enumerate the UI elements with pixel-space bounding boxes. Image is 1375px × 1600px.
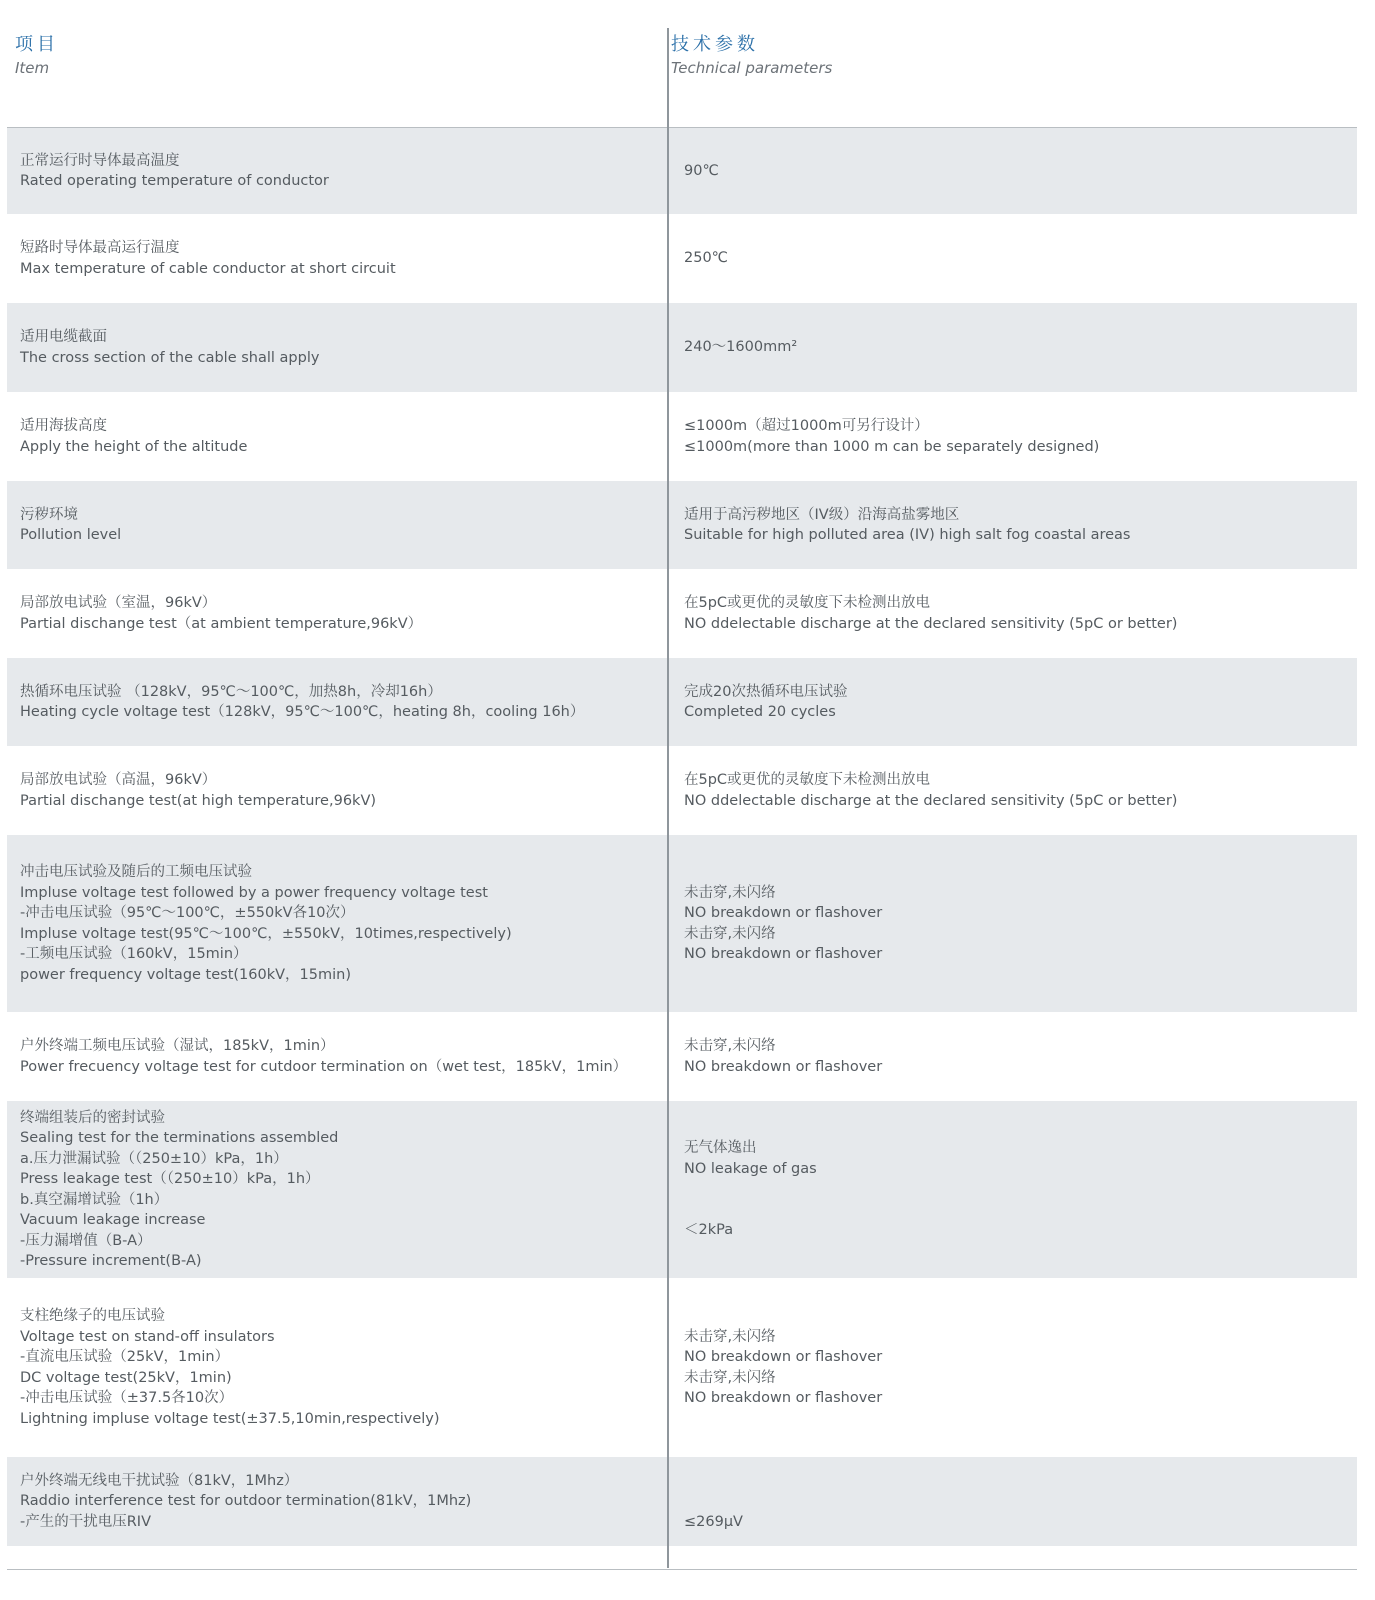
item-cell xyxy=(20,658,650,746)
item-cell xyxy=(20,303,650,392)
item-text-line: Heating cycle voltage test（128kV，95℃～100℃，heating 8h，cooling 16h） xyxy=(20,704,585,720)
parameter-text-line: ≤1000m(more than 1000 m can be separately designed) xyxy=(684,438,1100,455)
item-text-line: Press leakage test（（250±10）kPa，1h） xyxy=(20,1171,320,1187)
table-row xyxy=(7,1278,1357,1457)
item-cell xyxy=(20,392,650,481)
parameter-cell xyxy=(684,835,1344,1012)
parameter-text-line: 未击穿,未闪络 xyxy=(684,1328,776,1345)
item-cell xyxy=(20,1012,650,1101)
item-text-line: Vacuum leakage increase xyxy=(20,1212,206,1228)
item-cell xyxy=(20,569,650,658)
parameter-text-line: 未击穿,未闪络 xyxy=(684,1369,776,1386)
item-text-line: -工频电压试验（160kV，15min） xyxy=(20,946,248,962)
parameter-text-line: Completed 20 cycles xyxy=(684,704,836,720)
item-cell xyxy=(20,835,650,1012)
parameter-text-line: 完成20次热循环电压试验 xyxy=(684,683,848,700)
parameter-text-line: 未击穿,未闪络 xyxy=(684,925,776,942)
item-text-line: Partial dischange test(at high temperature,96kV) xyxy=(20,792,377,809)
parameter-text-line: NO leakage of gas xyxy=(684,1160,817,1177)
item-text-line: -产生的干扰电压RIV xyxy=(20,1513,152,1530)
table-row xyxy=(7,128,1357,214)
parameter-text-line: NO breakdown or flashover xyxy=(684,1349,883,1365)
parameter-cell xyxy=(684,1101,1344,1278)
parameter-text-line: 无气体逸出 xyxy=(684,1140,757,1157)
parameter-cell xyxy=(684,481,1344,569)
item-text-line: The cross section of the cable shall apply xyxy=(20,349,320,366)
param-column-header xyxy=(671,32,832,78)
parameter-text-line: 240～1600mm² xyxy=(684,339,798,356)
item-header-cn: 项目 xyxy=(15,34,59,55)
table-bottom-border xyxy=(7,1569,1357,1570)
item-text-line: 适用电缆截面 xyxy=(20,329,107,345)
column-divider xyxy=(667,28,669,1568)
item-text-line: -直流电压试验（25kV，1min） xyxy=(20,1349,230,1365)
parameter-text-line: NO breakdown or flashover xyxy=(684,905,883,921)
parameter-text-line: ≤1000m（超过1000m可另行设计） xyxy=(684,418,929,434)
table-row xyxy=(7,1457,1357,1546)
parameter-cell xyxy=(684,214,1344,303)
parameter-cell xyxy=(684,658,1344,746)
param-header-cn: 技术参数 xyxy=(671,34,759,55)
item-text-line: 正常运行时导体最高温度 xyxy=(20,152,180,169)
item-cell xyxy=(20,214,650,303)
item-header-en: Item xyxy=(15,59,50,77)
parameter-text-line xyxy=(684,1471,1344,1492)
item-text-line: 户外终端工频电压试验（湿试，185kV，1min） xyxy=(20,1038,335,1054)
item-cell xyxy=(20,128,650,214)
item-text-line: a.压力泄漏试验（（250±10）kPa，1h） xyxy=(20,1150,288,1167)
table-row xyxy=(7,658,1357,746)
table-row xyxy=(7,214,1357,303)
param-header-en: Technical parameters xyxy=(671,59,833,77)
parameter-text-line: ＜2kPa xyxy=(684,1222,734,1239)
item-cell xyxy=(20,746,650,835)
parameter-text-line: 90℃ xyxy=(684,162,719,179)
item-cell xyxy=(20,1278,650,1457)
parameter-text-line: 在5pC或更优的灵敏度下未检测出放电 xyxy=(684,772,931,788)
parameter-text-line: 未击穿,未闪络 xyxy=(684,884,776,901)
item-text-line: Partial dischange test（at ambient temperature,96kV） xyxy=(20,615,423,632)
item-cell xyxy=(20,481,650,569)
item-column-header xyxy=(15,32,59,78)
item-text-line: Voltage test on stand-off insulators xyxy=(20,1328,275,1345)
parameter-text-line: NO ddelectable discharge at the declared sensitivity (5pC or better) xyxy=(684,615,1178,632)
item-text-line: 热循环电压试验 （128kV，95℃～100℃，加热8h，冷却16h） xyxy=(20,683,442,700)
item-text-line: 户外终端无线电干扰试验（81kV，1Mhz） xyxy=(20,1472,299,1489)
item-text-line: 终端组装后的密封试验 xyxy=(20,1109,165,1126)
parameter-cell xyxy=(684,392,1344,481)
parameter-text-line: 未击穿,未闪络 xyxy=(684,1038,776,1054)
table-row xyxy=(7,303,1357,392)
table-header xyxy=(0,0,1375,128)
item-text-line: -Pressure increment(B-A) xyxy=(20,1253,202,1269)
item-text-line: 污秽环境 xyxy=(20,506,78,523)
item-text-line: Impluse voltage test(95℃～100℃，±550kV，10times,respectively) xyxy=(20,925,512,942)
item-text-line: power frequency voltage test(160kV，15min) xyxy=(20,966,351,983)
item-text-line: Max temperature of cable conductor at short circuit xyxy=(20,260,396,277)
item-text-line: 适用海拔高度 xyxy=(20,418,107,434)
parameter-cell xyxy=(684,1278,1344,1457)
table-row xyxy=(7,392,1357,481)
parameter-cell xyxy=(684,1457,1344,1546)
parameter-text-line: 在5pC或更优的灵敏度下未检测出放电 xyxy=(684,595,931,611)
item-text-line: b.真空漏增试验（1h） xyxy=(20,1191,169,1208)
item-text-line: Apply the height of the altitude xyxy=(20,438,248,455)
parameter-text-line: NO breakdown or flashover xyxy=(684,946,883,962)
item-text-line: Power frecuency voltage test for cutdoor termination on（wet test，185kV，1min） xyxy=(20,1058,628,1075)
item-text-line: 局部放电试验（高温，96kV） xyxy=(20,772,217,788)
item-text-line: -压力漏增值（B-A） xyxy=(20,1232,152,1249)
item-cell xyxy=(20,1457,650,1546)
parameter-text-line xyxy=(684,1200,1344,1221)
parameter-cell xyxy=(684,569,1344,658)
item-text-line: Raddio interference test for outdoor termination(81kV，1Mhz) xyxy=(20,1493,472,1510)
parameter-cell xyxy=(684,128,1344,214)
item-text-line: DC voltage test(25kV，1min) xyxy=(20,1369,232,1386)
item-text-line: Lightning impluse voltage test(±37.5,10min,respectively) xyxy=(20,1410,440,1427)
parameter-text-line: 适用于高污秽地区（IV级）沿海高盐雾地区 xyxy=(684,506,960,523)
parameter-text-line xyxy=(684,1179,1344,1200)
item-text-line: 支柱绝缘子的电压试验 xyxy=(20,1308,165,1324)
table-row xyxy=(7,481,1357,569)
table-row xyxy=(7,1012,1357,1101)
item-text-line: 冲击电压试验及随后的工频电压试验 xyxy=(20,864,252,880)
item-text-line: Impluse voltage test followed by a power frequency voltage test xyxy=(20,884,488,901)
parameter-text-line: 250℃ xyxy=(684,250,728,267)
table-row xyxy=(7,746,1357,835)
parameter-text-line: Suitable for high polluted area (IV) high salt fog coastal areas xyxy=(684,527,1131,543)
parameter-text-line xyxy=(684,1491,1344,1512)
item-text-line: 短路时导体最高运行温度 xyxy=(20,240,180,256)
parameter-text-line: NO ddelectable discharge at the declared sensitivity (5pC or better) xyxy=(684,792,1178,809)
table-row xyxy=(7,569,1357,658)
table-row xyxy=(7,1101,1357,1278)
item-text-line: Pollution level xyxy=(20,527,122,543)
parameter-cell xyxy=(684,1012,1344,1101)
parameter-cell xyxy=(684,746,1344,835)
item-text-line: -冲击电压试验（±37.5各10次） xyxy=(20,1390,234,1406)
item-cell xyxy=(20,1101,650,1278)
parameter-text-line: ≤269μV xyxy=(684,1513,743,1530)
item-text-line: -冲击电压试验（95℃～100℃，±550kV各10次） xyxy=(20,905,355,921)
parameter-text-line: NO breakdown or flashover xyxy=(684,1058,883,1075)
item-text-line: Rated operating temperature of conductor xyxy=(20,173,329,189)
item-text-line: Sealing test for the terminations assembled xyxy=(20,1130,339,1146)
parameter-cell xyxy=(684,303,1344,392)
parameter-text-line: NO breakdown or flashover xyxy=(684,1390,883,1406)
table-row xyxy=(7,835,1357,1012)
item-text-line: 局部放电试验（室温，96kV） xyxy=(20,595,217,611)
